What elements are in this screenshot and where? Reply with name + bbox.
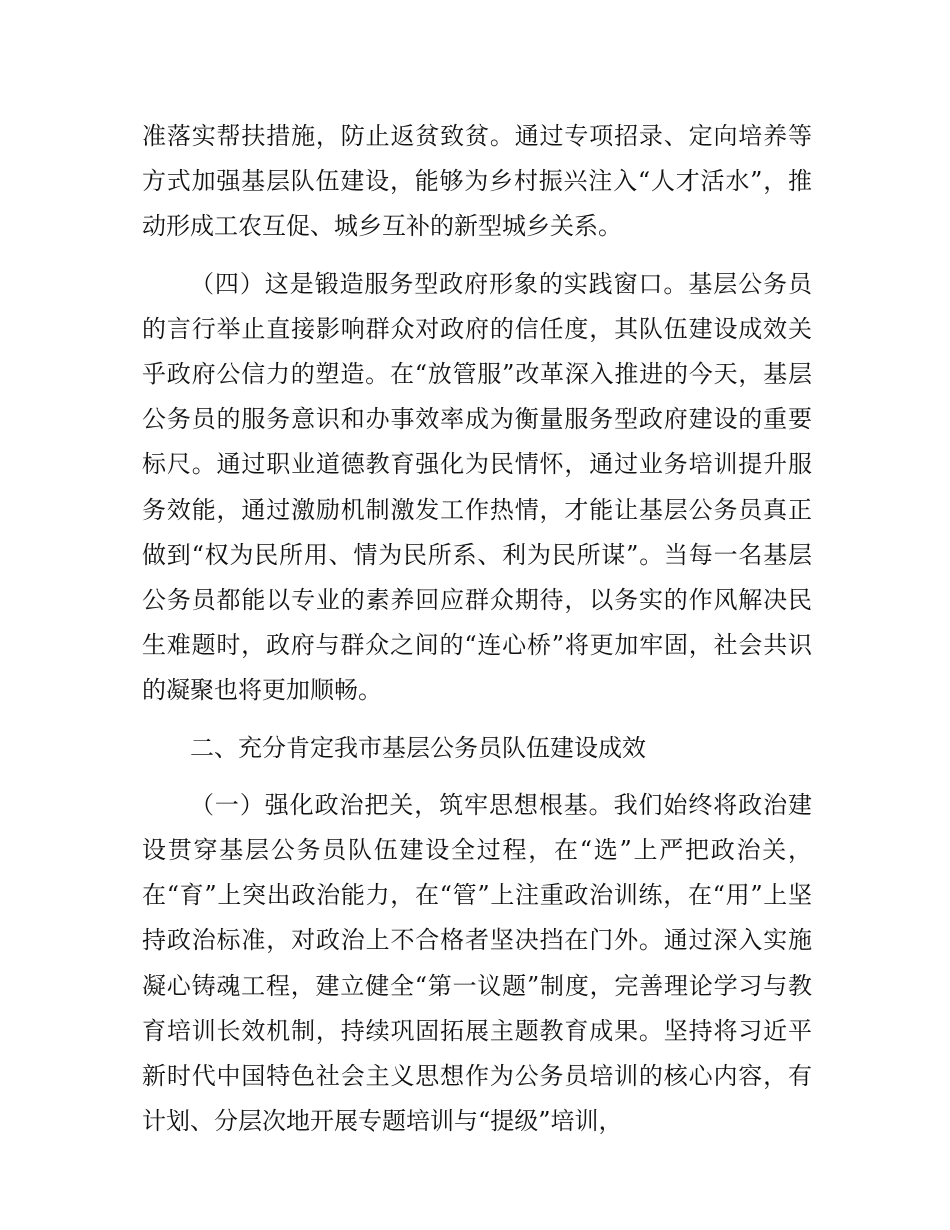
paragraph-subsection-one: （一）强化政治把关，筑牢思想根基。我们始终将政治建设贯穿基层公务员队伍建设全过程，在“选”上严把政治关，在“育”上突出政治能力，在“管”上注重政治训练，在“用”上坚持政治标准，对政治上不合格者坚决挡在门外。通过深入实施凝心铸魂工程，建立健全“第一议题”制度，完善理论学习与教育培训长效机制，持续巩固拓展主题教育成果。坚持将习近平新时代中国特色社会主义思想作为公务员培训的核心内容，有计划、分层次地开展专题培训与“提级”培训， [142,790,812,1136]
document-body [142,114,812,1144]
section-heading-two: 二、充分肯定我市基层公务员队伍建设成效 [190,733,646,762]
paragraph-section-four: （四）这是锻造服务型政府形象的实践窗口。基层公务员的言行举止直接影响群众对政府的信任度，其队伍建设成效关乎政府公信力的塑造。在“放管服”改革深入推进的今天，基层公务员的服务意识和办事效率成为衡量服务型政府建设的重要标尺。通过职业道德教育强化为民情怀，通过业务培训提升服务效能，通过激励机制激发工作热情，才能让基层公务员真正做到“权为民所用、情为民所系、利为民所谋”。当每一名基层公务员都能以专业的素养回应群众期待，以务实的作风解决民生难题时，政府与群众之间的“连心桥”将更加牢固，社会共识的凝聚也将更加顺畅。 [142,269,812,705]
paragraph-continuation: 准落实帮扶措施，防止返贫致贫。通过专项招录、定向培养等方式加强基层队伍建设，能够为乡村振兴注入“人才活水”，推动形成工农互促、城乡互补的新型城乡关系。 [142,122,812,241]
